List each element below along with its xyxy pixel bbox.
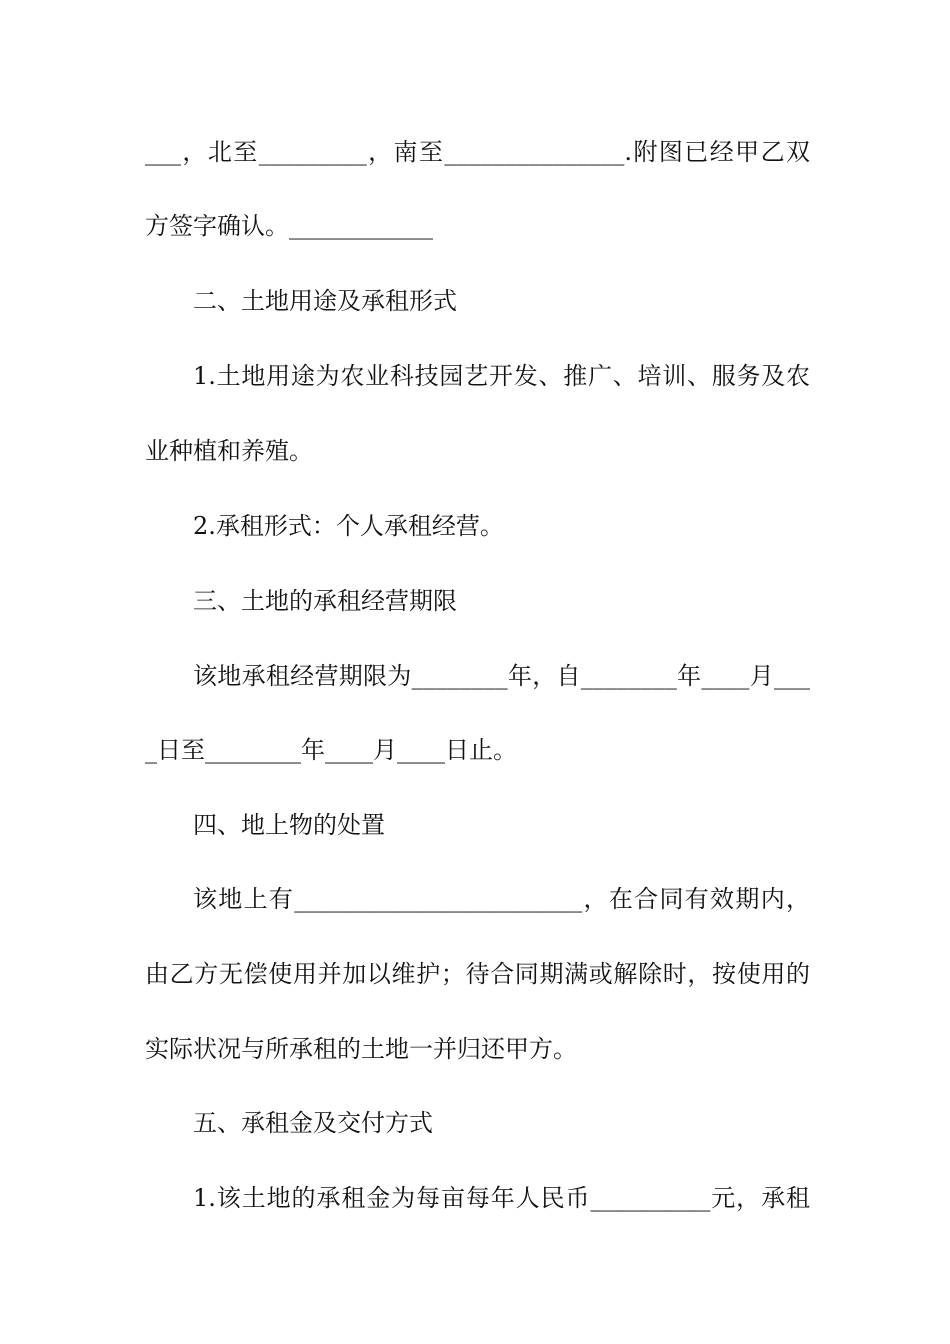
text-line-1: ___，北至_________，南至_______________.附图已经甲乙双: [145, 138, 810, 166]
text-line-9: _日至________年____月____日止。: [145, 736, 517, 764]
text-line-8: 该地承租经营期限为________年，自________年____月___: [193, 662, 810, 690]
section-heading-3: 三、土地的承租经营期限: [193, 587, 457, 615]
text-line-6: 2.承租形式：个人承租经营。: [193, 512, 504, 540]
section-heading-4: 四、地上物的处置: [193, 811, 385, 839]
section-heading-5: 五、承租金及交付方式: [193, 1109, 433, 1137]
text-line-4: 1.土地用途为农业科技园艺开发、推广、培训、服务及农: [193, 362, 810, 390]
text-line-11: 该地上有________________________，在合同有效期内，: [193, 885, 810, 913]
text-line-15: 1.该土地的承租金为每亩每年人民币__________元，承租: [193, 1184, 810, 1212]
text-line-2: 方签字确认。____________: [145, 212, 433, 240]
text-line-13: 实际状况与所承租的土地一并归还甲方。: [145, 1035, 577, 1063]
text-line-5: 业种植和养殖。: [145, 437, 313, 465]
section-heading-2: 二、土地用途及承租形式: [193, 287, 457, 315]
text-line-12: 由乙方无偿使用并加以维护；待合同期满或解除时，按使用的: [145, 960, 810, 988]
